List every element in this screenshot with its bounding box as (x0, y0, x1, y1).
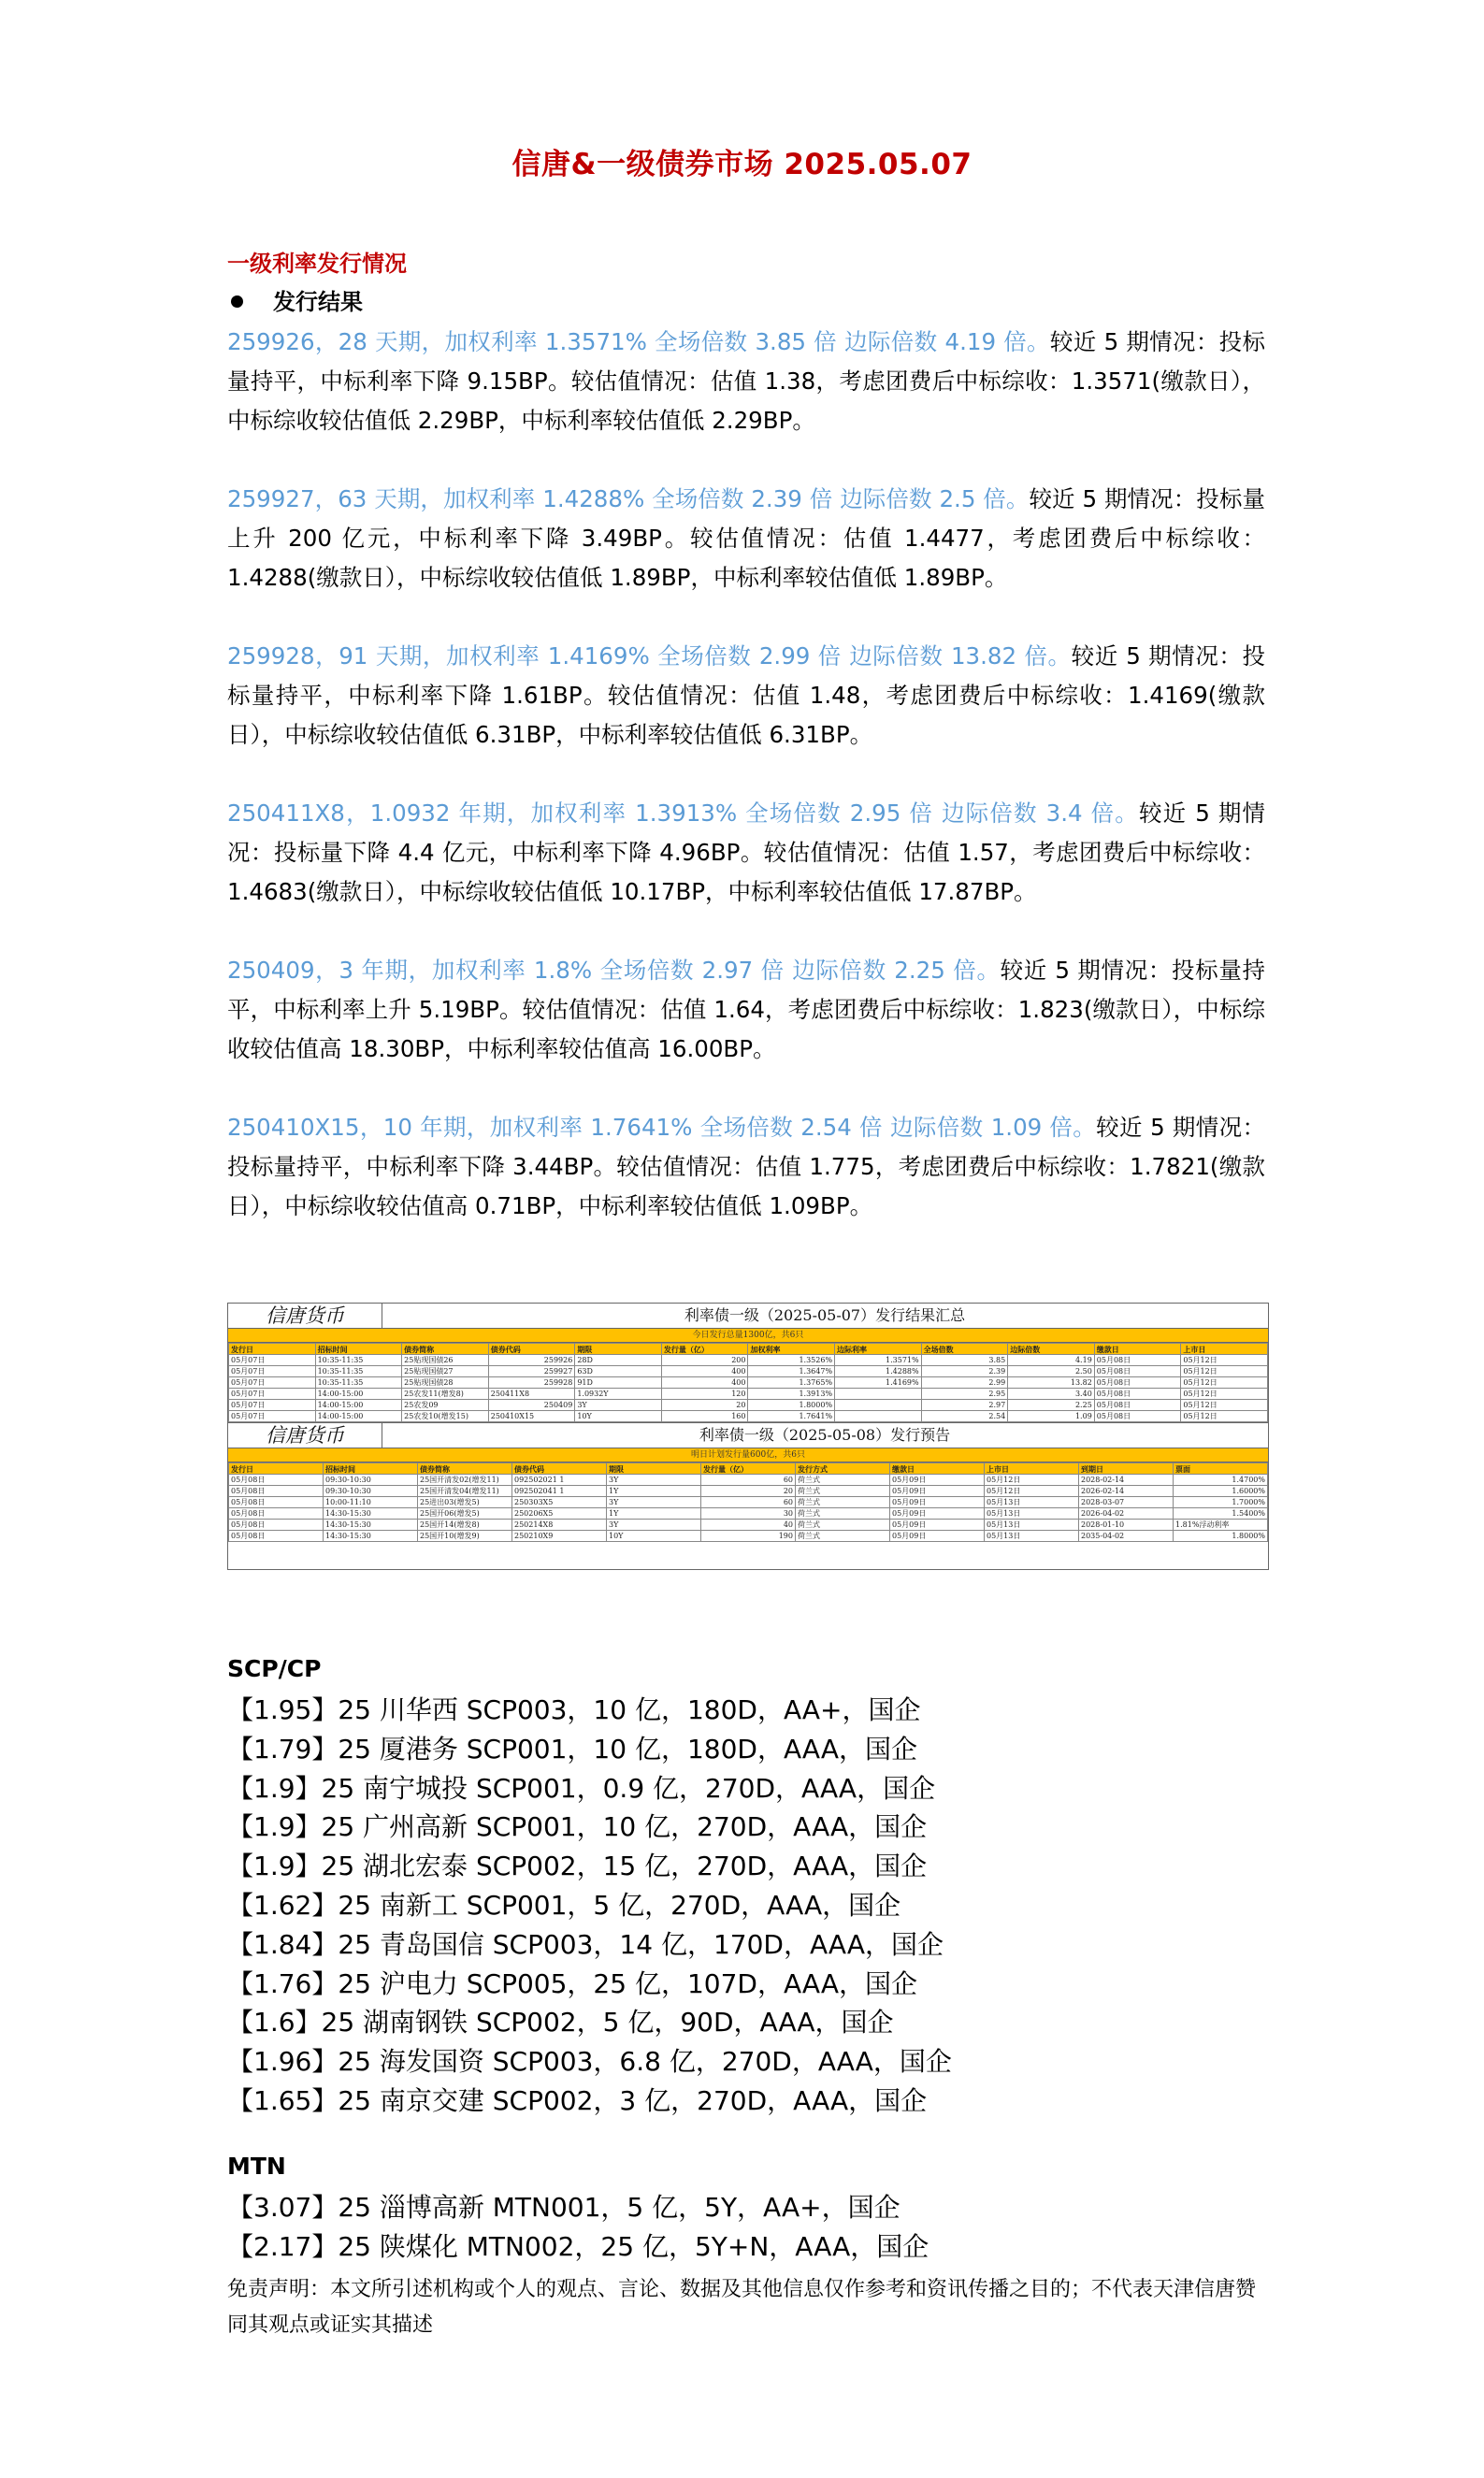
document-title: 信唐&一级债券市场 2025.05.07 (511, 148, 973, 181)
result-highlight: 250410X15，10 年期，加权利率 1.7641% 全场倍数 2.54 倍 边际倍数 1.09 倍。 (227, 1114, 1097, 1141)
table-cell: 14:30-15:30 (324, 1508, 418, 1520)
table-cell (835, 1400, 922, 1411)
result-text: 较近 5 期情况：投标量下降 4.4 亿元，中标利率下降 4.96BP。较估值情况：估值 1.57，考虑团费后中标综收：1.4683(缴款日），中标综收较估值低 10.17BP，中标利率较估值低 17.87BP。 (227, 800, 1265, 905)
table-header-cell: 全场倍数 (921, 1344, 1008, 1355)
table-cell: 1.4700% (1174, 1475, 1268, 1486)
table-cell: 05月13日 (985, 1531, 1079, 1542)
table-row (229, 1508, 1268, 1520)
table-cell: 05月08日 (229, 1531, 324, 1542)
table-cell: 20 (661, 1400, 748, 1411)
table-cell: 05月12日 (1181, 1355, 1268, 1366)
table-cell: 14:00-15:00 (315, 1389, 402, 1400)
table-cell: 05月12日 (1181, 1411, 1268, 1422)
table-cell: 05月08日 (1094, 1411, 1181, 1422)
summary-table-block (228, 1304, 1268, 1422)
table-cell: 250411X8 (488, 1389, 575, 1400)
table-row (229, 1475, 1268, 1486)
table-header-cell: 票面 (1174, 1463, 1268, 1475)
mtn-heading: MTN (227, 2153, 286, 2180)
table-cell: 259928 (488, 1377, 575, 1389)
table-header-row (229, 1463, 1268, 1475)
table-cell: 05月07日 (229, 1355, 316, 1366)
table-cell: 250410X15 (488, 1411, 575, 1422)
table-cell: 30 (701, 1508, 796, 1520)
table-cell: 1.8000% (1174, 1531, 1268, 1542)
summary-table-header (228, 1304, 1268, 1329)
table-cell: 05月12日 (1181, 1389, 1268, 1400)
forecast-table (228, 1462, 1268, 1542)
table-header-row (229, 1344, 1268, 1355)
result-paragraph (227, 637, 1265, 755)
table-cell: 092502041 1 (512, 1486, 607, 1497)
table-cell: 05月08日 (229, 1486, 324, 1497)
table-cell: 25国开清发02(增发11) (418, 1475, 512, 1486)
table-cell: 1.8000% (748, 1400, 835, 1411)
table-cell: 05月08日 (1094, 1355, 1181, 1366)
result-text: 较近 5 期情况：投标量持平，中标利率下降 1.61BP。较估值情况：估值 1.48，考虑团费后中标综收：1.4169(缴款日），中标综收较估值低 6.31BP，中标利率较估值低 6.31BP。 (227, 642, 1265, 748)
table-cell: 05月09日 (890, 1475, 985, 1486)
table-cell: 05月08日 (229, 1508, 324, 1520)
summary-table (228, 1343, 1268, 1422)
table-cell: 400 (661, 1366, 748, 1377)
result-paragraph (227, 1108, 1265, 1226)
table-cell: 259927 (488, 1366, 575, 1377)
table-cell: 05月07日 (229, 1377, 316, 1389)
table-header-cell: 到期日 (1079, 1463, 1174, 1475)
table-cell: 120 (661, 1389, 748, 1400)
table-cell: 1.7641% (748, 1411, 835, 1422)
table-cell: 14:30-15:30 (324, 1531, 418, 1542)
table-cell: 25国开06(增发5) (418, 1508, 512, 1520)
table-cell: 1.3913% (748, 1389, 835, 1400)
table-cell: 1.5400% (1174, 1508, 1268, 1520)
table-cell: 05月07日 (229, 1366, 316, 1377)
bullet-label: 发行结果 (273, 289, 363, 315)
table-header-cell: 债券简称 (402, 1344, 489, 1355)
table-cell: 荷兰式 (796, 1475, 890, 1486)
table-cell: 1.4288% (835, 1366, 922, 1377)
table-cell: 250409 (488, 1400, 575, 1411)
result-highlight: 250409，3 年期，加权利率 1.8% 全场倍数 2.97 倍 边际倍数 2.25 倍。 (227, 957, 1001, 984)
table-header-cell: 加权利率 (748, 1344, 835, 1355)
table-cell: 1.7000% (1174, 1497, 1268, 1508)
table-cell: 荷兰式 (796, 1497, 890, 1508)
table-cell: 1.81%浮动利率 (1174, 1520, 1268, 1531)
forecast-table-block (228, 1422, 1268, 1542)
bullet-dot-icon (231, 295, 243, 308)
table-cell: 1.09 (1008, 1411, 1095, 1422)
table-cell: 2.95 (921, 1389, 1008, 1400)
section-heading-rate-issuance: 一级利率发行情况 (227, 251, 407, 277)
bond-list-item: 【3.07】25 淄博高新 MTN001，5 亿，5Y，AA+，国企 (227, 2192, 900, 2223)
table-cell: 250303X5 (512, 1497, 607, 1508)
table-header-cell: 边际倍数 (1008, 1344, 1095, 1355)
table-cell: 荷兰式 (796, 1531, 890, 1542)
table-cell: 160 (661, 1411, 748, 1422)
table-header-cell: 债券代码 (488, 1344, 575, 1355)
table-cell: 10Y (575, 1411, 662, 1422)
table-cell: 2035-04-02 (1079, 1531, 1174, 1542)
table-cell: 400 (661, 1377, 748, 1389)
table-cell: 25贴现国债28 (402, 1377, 489, 1389)
table-cell: 2026-02-14 (1079, 1486, 1174, 1497)
table-row (229, 1531, 1268, 1542)
table-header-cell: 发行日 (229, 1463, 324, 1475)
summary-table-logo: 信唐货币 (228, 1304, 382, 1328)
table-row (229, 1366, 1268, 1377)
table-cell: 25贴现国债27 (402, 1366, 489, 1377)
table-cell: 1.4169% (835, 1377, 922, 1389)
table-header-cell: 招标时间 (324, 1463, 418, 1475)
table-cell: 2.50 (1008, 1366, 1095, 1377)
table-row (229, 1389, 1268, 1400)
table-cell: 3Y (607, 1475, 701, 1486)
table-cell: 05月07日 (229, 1411, 316, 1422)
table-cell: 1.3765% (748, 1377, 835, 1389)
table-cell: 25国开10(增发9) (418, 1531, 512, 1542)
table-cell: 63D (575, 1366, 662, 1377)
mtn-list (227, 2188, 929, 2267)
table-cell: 25农发10(增发15) (402, 1411, 489, 1422)
table-cell: 10:35-11:35 (315, 1355, 402, 1366)
table-cell: 05月07日 (229, 1389, 316, 1400)
table-cell: 2.99 (921, 1377, 1008, 1389)
result-highlight: 259928，91 天期，加权利率 1.4169% 全场倍数 2.99 倍 边际倍数 13.82 倍。 (227, 642, 1072, 670)
table-row (229, 1486, 1268, 1497)
bond-list-item: 【1.9】25 广州高新 SCP001，10 亿，270D，AAA，国企 (227, 1811, 928, 1843)
table-cell: 2028-01-10 (1079, 1520, 1174, 1531)
bond-list-item: 【1.76】25 沪电力 SCP005，25 亿，107D，AAA，国企 (227, 1967, 917, 1999)
bond-list-item: 【1.96】25 海发国资 SCP003，6.8 亿，270D，AAA，国企 (227, 2046, 952, 2078)
table-cell: 14:30-15:30 (324, 1520, 418, 1531)
table-header-cell: 缴款日 (890, 1463, 985, 1475)
summary-table-subtitle: 今日发行总量1300亿，共6只 (228, 1329, 1268, 1343)
table-cell: 05月08日 (229, 1475, 324, 1486)
table-cell: 05月12日 (1181, 1400, 1268, 1411)
table-cell: 25进出03(增发5) (418, 1497, 512, 1508)
result-text: 较近 5 期情况：投标量持平，中标利率下降 9.15BP。较估值情况：估值 1.38，考虑团费后中标综收：1.3571(缴款日），中标综收较估值低 2.29BP，中标利率较估值低 2.29BP。 (227, 328, 1265, 434)
bond-list-item: 【1.6】25 湖南钢铁 SCP002，5 亿，90D，AAA，国企 (227, 2007, 894, 2039)
scp-cp-list (227, 1691, 952, 2121)
table-cell: 28D (575, 1355, 662, 1366)
table-cell: 05月08日 (1094, 1377, 1181, 1389)
table-header-cell: 发行方式 (796, 1463, 890, 1475)
table-cell: 1.3526% (748, 1355, 835, 1366)
table-cell: 1Y (607, 1508, 701, 1520)
table-cell: 259926 (488, 1355, 575, 1366)
table-header-cell: 发行日 (229, 1344, 316, 1355)
bond-list-item: 【1.84】25 青岛国信 SCP003，14 亿，170D，AAA，国企 (227, 1928, 944, 1960)
table-cell: 25国开清发04(增发11) (418, 1486, 512, 1497)
forecast-table-title: 利率债一级（2025-05-08）发行预告 (699, 1426, 951, 1444)
table-cell: 60 (701, 1497, 796, 1508)
table-cell: 05月08日 (1094, 1400, 1181, 1411)
table-cell: 13.82 (1008, 1377, 1095, 1389)
table-row (229, 1377, 1268, 1389)
table-cell: 3.40 (1008, 1389, 1095, 1400)
table-cell: 25农发09 (402, 1400, 489, 1411)
table-row (229, 1520, 1268, 1531)
table-cell: 3Y (575, 1400, 662, 1411)
table-header-cell: 期限 (607, 1463, 701, 1475)
result-paragraph (227, 951, 1265, 1069)
table-header-cell: 上市日 (985, 1463, 1079, 1475)
bond-list-item: 【2.17】25 陕煤化 MTN002，25 亿，5Y+N，AAA，国企 (227, 2230, 929, 2262)
table-cell: 10:35-11:35 (315, 1377, 402, 1389)
forecast-table-logo: 信唐货币 (228, 1423, 382, 1448)
bond-list-item: 【1.65】25 南京交建 SCP002，3 亿，270D，AAA，国企 (227, 2084, 928, 2116)
result-paragraph (227, 794, 1265, 912)
bond-list-item: 【1.95】25 川华西 SCP003，10 亿，180D，AA+，国企 (227, 1694, 921, 1725)
table-cell: 1.3647% (748, 1366, 835, 1377)
table-header-cell: 期限 (575, 1344, 662, 1355)
table-cell: 1.0932Y (575, 1389, 662, 1400)
table-cell: 05月09日 (890, 1486, 985, 1497)
table-cell: 10:00-11:10 (324, 1497, 418, 1508)
table-cell: 250214X8 (512, 1520, 607, 1531)
forecast-table-header (228, 1422, 1268, 1448)
result-paragraph (227, 323, 1265, 440)
table-cell: 092502021 1 (512, 1475, 607, 1486)
summary-table-title: 利率债一级（2025-05-07）发行结果汇总 (684, 1306, 966, 1324)
table-cell: 250210X9 (512, 1531, 607, 1542)
result-highlight: 250411X8，1.0932 年期，加权利率 1.3913% 全场倍数 2.95 倍 边际倍数 3.4 倍。 (227, 800, 1139, 827)
table-cell: 05月08日 (229, 1497, 324, 1508)
table-cell: 20 (701, 1486, 796, 1497)
table-cell: 4.19 (1008, 1355, 1095, 1366)
table-cell: 14:00-15:00 (315, 1400, 402, 1411)
table-cell: 250206X5 (512, 1508, 607, 1520)
table-header-cell: 发行量（亿） (701, 1463, 796, 1475)
table-cell: 190 (701, 1531, 796, 1542)
table-header-cell: 边际利率 (835, 1344, 922, 1355)
table-header-cell: 缴款日 (1094, 1344, 1181, 1355)
table-header-cell: 招标时间 (315, 1344, 402, 1355)
bond-list-item: 【1.62】25 南新工 SCP001，5 亿，270D，AAA，国企 (227, 1889, 901, 1921)
table-cell: 14:00-15:00 (315, 1411, 402, 1422)
table-cell: 05月07日 (229, 1400, 316, 1411)
table-row (229, 1411, 1268, 1422)
result-text: 较近 5 期情况：投标量上升 200 亿元，中标利率下降 3.49BP。较估值情况：估值 1.4477，考虑团费后中标综收：1.4288(缴款日），中标综收较估值低 1.89BP，中标利率较估值低 1.89BP。 (227, 485, 1265, 591)
scp-cp-heading: SCP/CP (227, 1655, 322, 1682)
result-highlight: 259926，28 天期，加权利率 1.3571% 全场倍数 3.85 倍 边际倍数 4.19 倍。 (227, 328, 1050, 355)
table-cell: 2026-04-02 (1079, 1508, 1174, 1520)
table-cell: 3Y (607, 1520, 701, 1531)
table-cell: 2028-03-07 (1079, 1497, 1174, 1508)
table-cell: 10Y (607, 1531, 701, 1542)
table-cell: 25贴现国债26 (402, 1355, 489, 1366)
table-cell: 2028-02-14 (1079, 1475, 1174, 1486)
table-cell: 09:30-10:30 (324, 1486, 418, 1497)
table-header-cell: 债券代码 (512, 1463, 607, 1475)
table-cell: 05月08日 (1094, 1366, 1181, 1377)
table-header-cell: 债券简称 (418, 1463, 512, 1475)
table-cell: 05月12日 (1181, 1377, 1268, 1389)
table-cell: 1.3571% (835, 1355, 922, 1366)
bond-list-item: 【1.79】25 厦港务 SCP001，10 亿，180D，AAA，国企 (227, 1733, 917, 1765)
result-text: 较近 5 期情况：投标量持平，中标利率下降 3.44BP。较估值情况：估值 1.775，考虑团费后中标综收：1.7821(缴款日），中标综收较估值高 0.71BP，中标利率较估值低 1.09BP。 (227, 1114, 1265, 1219)
table-cell: 40 (701, 1520, 796, 1531)
table-cell: 60 (701, 1475, 796, 1486)
bond-tables-image (227, 1303, 1269, 1570)
bond-list-item: 【1.9】25 湖北宏泰 SCP002，15 亿，270D，AAA，国企 (227, 1851, 928, 1882)
table-header-cell: 上市日 (1181, 1344, 1268, 1355)
table-row (229, 1400, 1268, 1411)
table-cell: 200 (661, 1355, 748, 1366)
table-cell: 荷兰式 (796, 1508, 890, 1520)
table-cell: 3.85 (921, 1355, 1008, 1366)
bullet-issuance-results (227, 283, 363, 316)
table-cell: 荷兰式 (796, 1486, 890, 1497)
table-cell: 05月13日 (985, 1508, 1079, 1520)
result-paragraph (227, 480, 1265, 598)
table-cell: 25国开14(增发8) (418, 1520, 512, 1531)
table-cell: 05月12日 (985, 1475, 1079, 1486)
table-cell: 09:30-10:30 (324, 1475, 418, 1486)
table-cell: 3Y (607, 1497, 701, 1508)
table-cell: 05月12日 (1181, 1366, 1268, 1377)
table-cell: 10:35-11:35 (315, 1366, 402, 1377)
result-text: 较近 5 期情况：投标量持平，中标利率上升 5.19BP。较估值情况：估值 1.64，考虑团费后中标综收：1.823(缴款日），中标综收较估值高 18.30BP，中标利率较估值高 16.00BP。 (227, 957, 1265, 1062)
table-cell: 25农发11(增发8) (402, 1389, 489, 1400)
table-cell: 荷兰式 (796, 1520, 890, 1531)
table-cell: 05月09日 (890, 1497, 985, 1508)
disclaimer-text: 免责声明：本文所引述机构或个人的观点、言论、数据及其他信息仅作参考和资讯传播之目的；不代表天津信唐赞同其观点或证实其描述 (227, 2278, 1257, 2337)
table-cell: 2.54 (921, 1411, 1008, 1422)
table-cell: 05月08日 (1094, 1389, 1181, 1400)
table-cell: 91D (575, 1377, 662, 1389)
table-header-cell: 发行量（亿） (661, 1344, 748, 1355)
table-row (229, 1355, 1268, 1366)
table-cell: 1.6000% (1174, 1486, 1268, 1497)
table-cell: 05月13日 (985, 1520, 1079, 1531)
table-cell: 05月12日 (985, 1486, 1079, 1497)
table-cell: 2.97 (921, 1400, 1008, 1411)
bond-list-item: 【1.9】25 南宁城投 SCP001，0.9 亿，270D，AAA，国企 (227, 1772, 936, 1804)
issuance-results-list (227, 323, 1265, 1265)
table-cell: 05月13日 (985, 1497, 1079, 1508)
forecast-table-subtitle: 明日计划发行量600亿，共6只 (228, 1448, 1268, 1462)
table-cell: 1Y (607, 1486, 701, 1497)
table-cell: 05月09日 (890, 1520, 985, 1531)
table-cell: 2.39 (921, 1366, 1008, 1377)
table-cell: 05月09日 (890, 1531, 985, 1542)
table-cell: 05月08日 (229, 1520, 324, 1531)
table-cell: 2.25 (1008, 1400, 1095, 1411)
table-row (229, 1497, 1268, 1508)
table-cell (835, 1389, 922, 1400)
result-highlight: 259927，63 天期，加权利率 1.4288% 全场倍数 2.39 倍 边际倍数 2.5 倍。 (227, 485, 1030, 512)
table-cell (835, 1411, 922, 1422)
table-cell: 05月09日 (890, 1508, 985, 1520)
